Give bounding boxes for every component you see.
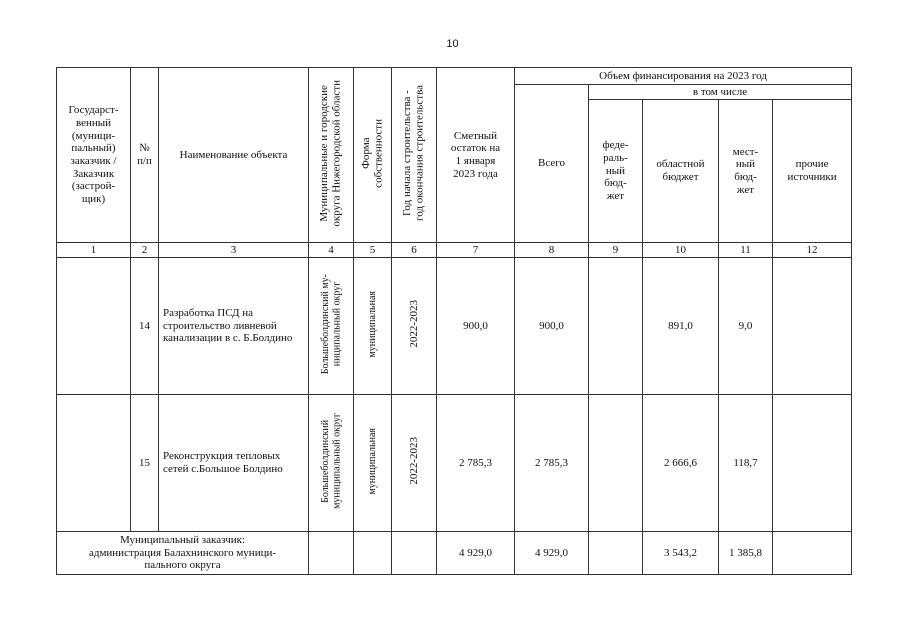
summary-years	[392, 532, 437, 575]
cell-municipality-text: Большеболдинский муниципальный округ	[319, 413, 342, 510]
cell-federal	[589, 395, 643, 532]
page-number: 10	[446, 38, 459, 50]
header-funding-group: Объем финансирования на 2023 год	[515, 68, 852, 85]
cell-federal	[589, 258, 643, 395]
summary-other	[773, 532, 852, 575]
cell-municipality	[309, 395, 354, 532]
cell-regional: 891,0	[643, 258, 719, 395]
column-number: 11	[719, 243, 773, 258]
column-number: 8	[515, 243, 589, 258]
header-ownership	[354, 68, 392, 243]
column-number: 12	[773, 243, 852, 258]
column-number: 2	[131, 243, 159, 258]
cell-customer	[57, 258, 131, 395]
header-object-name: Наименование объекта	[159, 68, 309, 243]
cell-total: 2 785,3	[515, 395, 589, 532]
cell-index: 15	[131, 395, 159, 532]
header-local: мест- ный бюд- жет	[719, 100, 773, 243]
header-total: Всего	[515, 85, 589, 243]
summary-total: 4 929,0	[515, 532, 589, 575]
cell-object-name: Реконструкция тепловых сетей с.Большое Болдино	[159, 395, 309, 532]
header-other: прочие источники	[773, 100, 852, 243]
column-number: 5	[354, 243, 392, 258]
table-row	[57, 395, 852, 532]
summary-regional: 3 543,2	[643, 532, 719, 575]
header-municipality	[309, 68, 354, 243]
column-number: 7	[437, 243, 515, 258]
cell-index: 14	[131, 258, 159, 395]
table-row	[57, 258, 852, 395]
cell-municipality	[309, 258, 354, 395]
summary-municipality	[309, 532, 354, 575]
header-customer: Государст- венный (муници- пальный) заказчик / Заказчик (застрой- щик)	[57, 68, 131, 243]
cell-customer	[57, 395, 131, 532]
cell-local: 9,0	[719, 258, 773, 395]
cell-years	[392, 395, 437, 532]
summary-estimate: 4 929,0	[437, 532, 515, 575]
header-estimate: Сметный остаток на 1 января 2023 года	[437, 68, 515, 243]
column-number: 9	[589, 243, 643, 258]
cell-ownership	[354, 395, 392, 532]
cell-ownership-text: муниципальная	[366, 427, 378, 495]
cell-estimate: 900,0	[437, 258, 515, 395]
cell-ownership	[354, 258, 392, 395]
financing-table	[56, 67, 852, 575]
column-number: 10	[643, 243, 719, 258]
column-number: 4	[309, 243, 354, 258]
cell-years-text: 2022-2023	[407, 437, 420, 486]
cell-other	[773, 258, 852, 395]
header-row-1	[57, 68, 852, 85]
column-number: 6	[392, 243, 437, 258]
cell-object-name: Разработка ПСД на строительство ливневой канализации в с. Б.Болдино	[159, 258, 309, 395]
cell-other	[773, 395, 852, 532]
cell-ownership-text: муниципальная	[366, 290, 378, 358]
summary-federal	[589, 532, 643, 575]
summary-local: 1 385,8	[719, 532, 773, 575]
summary-label: Муниципальный заказчик: администрация Балахнинского муници- пального округа	[57, 532, 309, 575]
column-number: 1	[57, 243, 131, 258]
cell-years-text: 2022-2023	[407, 300, 420, 349]
header-years	[392, 68, 437, 243]
summary-row	[57, 532, 852, 575]
header-years-text: Год начала строительства - год окончания строительства	[401, 85, 426, 222]
header-ownership-text: Форма собственности	[359, 118, 385, 188]
header-federal: феде- раль- ный бюд- жет	[589, 100, 643, 243]
cell-total: 900,0	[515, 258, 589, 395]
summary-ownership	[354, 532, 392, 575]
header-municipality-text: Муниципальные и городские округа Нижегородской области	[318, 79, 343, 227]
header-including: в том числе	[589, 85, 852, 100]
header-regional: областной бюджет	[643, 100, 719, 243]
cell-years	[392, 258, 437, 395]
cell-local: 118,7	[719, 395, 773, 532]
cell-estimate: 2 785,3	[437, 395, 515, 532]
cell-municipality-text: Большеболдинский му- ниципальный округ	[319, 274, 342, 375]
column-number: 3	[159, 243, 309, 258]
cell-regional: 2 666,6	[643, 395, 719, 532]
header-index: № п/п	[131, 68, 159, 243]
column-numbers-row	[57, 243, 852, 258]
